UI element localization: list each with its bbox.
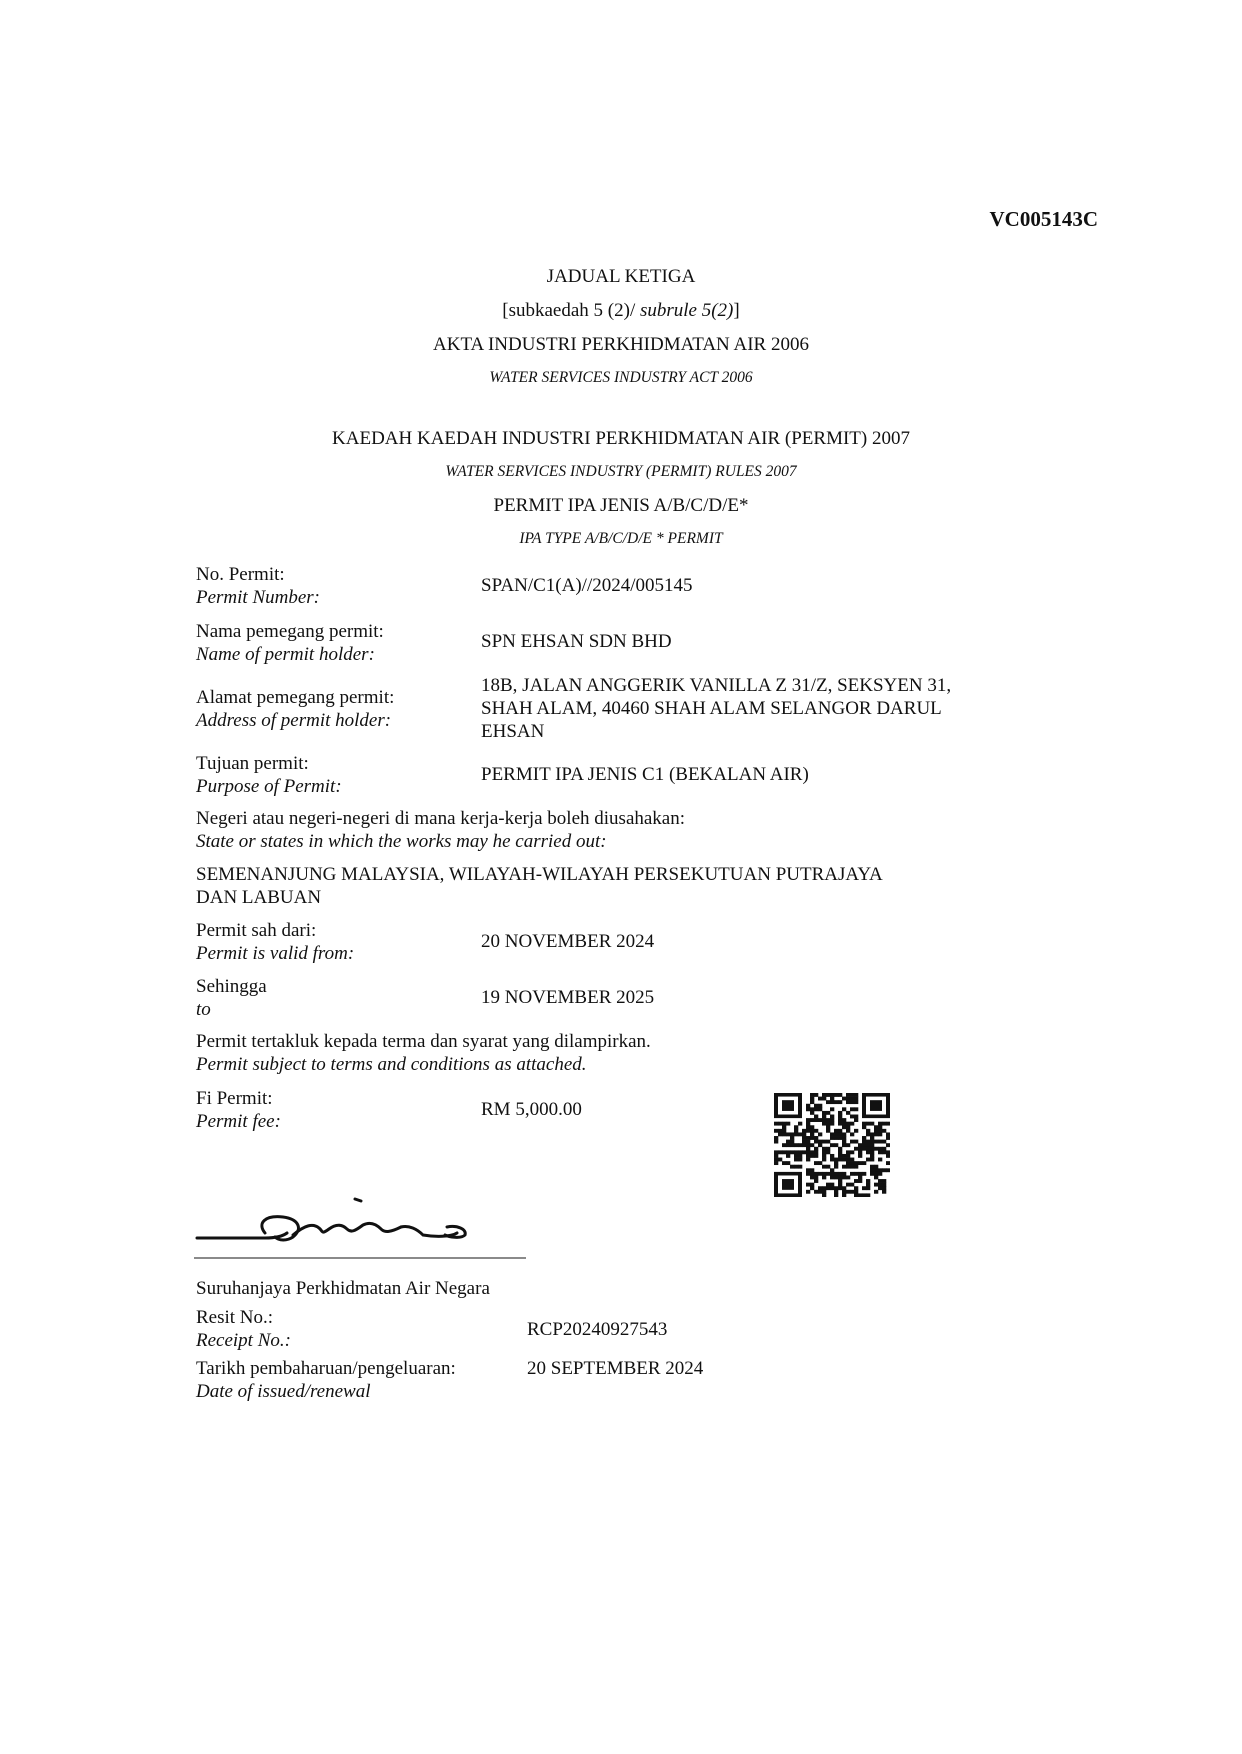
valid-from-label	[196, 919, 354, 965]
receipt-label-en: Receipt No.:	[196, 1330, 291, 1351]
issue-date-value: 20 SEPTEMBER 2024	[527, 1358, 704, 1379]
valid-to-label	[196, 975, 267, 1021]
terms-note	[196, 1030, 651, 1076]
subrule-reference	[0, 300, 1242, 322]
receipt-label-ms: Resit No.:	[196, 1307, 274, 1328]
states-label-ms: Negeri atau negeri-negeri di mana kerja-kerja boleh diusahakan:	[196, 808, 686, 829]
states-line: DAN LABUAN	[196, 887, 322, 908]
receipt-label	[196, 1306, 291, 1352]
fee-label	[196, 1087, 281, 1133]
subrule-italic: subrule 5(2)	[635, 300, 734, 321]
subrule-prefix: [subkaedah 5 (2)/	[502, 300, 636, 321]
fee-label-ms: Fi Permit:	[196, 1088, 273, 1109]
issuer-name: Suruhanjaya Perkhidmatan Air Negara	[196, 1278, 490, 1299]
permit-number-label-ms: No. Permit:	[196, 564, 285, 585]
holder-name-value: SPN EHSAN SDN BHD	[481, 631, 672, 652]
purpose-label-ms: Tujuan permit:	[196, 753, 309, 774]
holder-address-line: EHSAN	[481, 721, 545, 742]
subrule-suffix: ]	[733, 300, 740, 321]
holder-name-label	[196, 620, 384, 666]
states-label	[196, 807, 685, 853]
terms-text-en: Permit subject to terms and conditions as attached.	[196, 1054, 587, 1075]
purpose-label-en: Purpose of Permit:	[196, 776, 342, 797]
states-line: SEMENANJUNG MALAYSIA, WILAYAH-WILAYAH PERSEKUTUAN PUTRAJAYA	[196, 864, 883, 885]
valid-to-label-en: to	[196, 999, 211, 1020]
issue-date-label	[196, 1357, 456, 1403]
states-label-en: State or states in which the works may he carried out:	[196, 831, 607, 852]
rules-title-en: WATER SERVICES INDUSTRY (PERMIT) RULES 2007	[445, 463, 797, 480]
valid-from-value: 20 NOVEMBER 2024	[481, 931, 655, 952]
permit-number-label-en: Permit Number:	[196, 587, 321, 608]
holder-name-label-ms: Nama pemegang permit:	[196, 621, 384, 642]
fee-value: RM 5,000.00	[481, 1099, 582, 1120]
holder-address-line: SHAH ALAM, 40460 SHAH ALAM SELANGOR DARUL	[481, 698, 942, 719]
holder-address-label-en: Address of permit holder:	[196, 710, 392, 731]
act-title-en: WATER SERVICES INDUSTRY ACT 2006	[489, 369, 753, 386]
fee-label-en: Permit fee:	[196, 1111, 281, 1132]
issue-date-label-en: Date of issued/renewal	[196, 1381, 371, 1402]
signature-line	[194, 1257, 526, 1259]
valid-from-label-en: Permit is valid from:	[196, 943, 355, 964]
signature-image	[195, 1195, 525, 1260]
holder-name-label-en: Name of permit holder:	[196, 644, 375, 665]
states-value	[196, 863, 883, 909]
schedule-title: JADUAL KETIGA	[546, 266, 696, 287]
terms-text-ms: Permit tertakluk kepada terma dan syarat yang dilampirkan.	[196, 1031, 651, 1052]
qr-code-icon	[774, 1093, 890, 1202]
rules-title-ms: KAEDAH KAEDAH INDUSTRI PERKHIDMATAN AIR (PERMIT) 2007	[332, 428, 910, 449]
holder-address-value	[481, 674, 951, 743]
act-title-ms: AKTA INDUSTRI PERKHIDMATAN AIR 2006	[433, 334, 809, 355]
document-reference-code: VC005143C	[989, 207, 1098, 231]
permit-number-value: SPAN/C1(A)//2024/005145	[481, 575, 693, 596]
permit-number-label	[196, 563, 320, 609]
purpose-value: PERMIT IPA JENIS C1 (BEKALAN AIR)	[481, 764, 809, 785]
valid-to-value: 19 NOVEMBER 2025	[481, 987, 655, 1008]
receipt-value: RCP20240927543	[527, 1319, 668, 1340]
purpose-label	[196, 752, 342, 798]
issue-date-label-ms: Tarikh pembaharuan/pengeluaran:	[196, 1358, 456, 1379]
permit-type-en: IPA TYPE A/B/C/D/E * PERMIT	[519, 530, 723, 547]
holder-address-line: 18B, JALAN ANGGERIK VANILLA Z 31/Z, SEKSYEN 31,	[481, 675, 952, 696]
valid-from-label-ms: Permit sah dari:	[196, 920, 317, 941]
permit-type-ms: PERMIT IPA JENIS A/B/C/D/E*	[493, 495, 749, 516]
valid-to-label-ms: Sehingga	[196, 976, 267, 997]
holder-address-label-ms: Alamat pemegang permit:	[196, 687, 395, 708]
holder-address-label	[196, 686, 394, 732]
